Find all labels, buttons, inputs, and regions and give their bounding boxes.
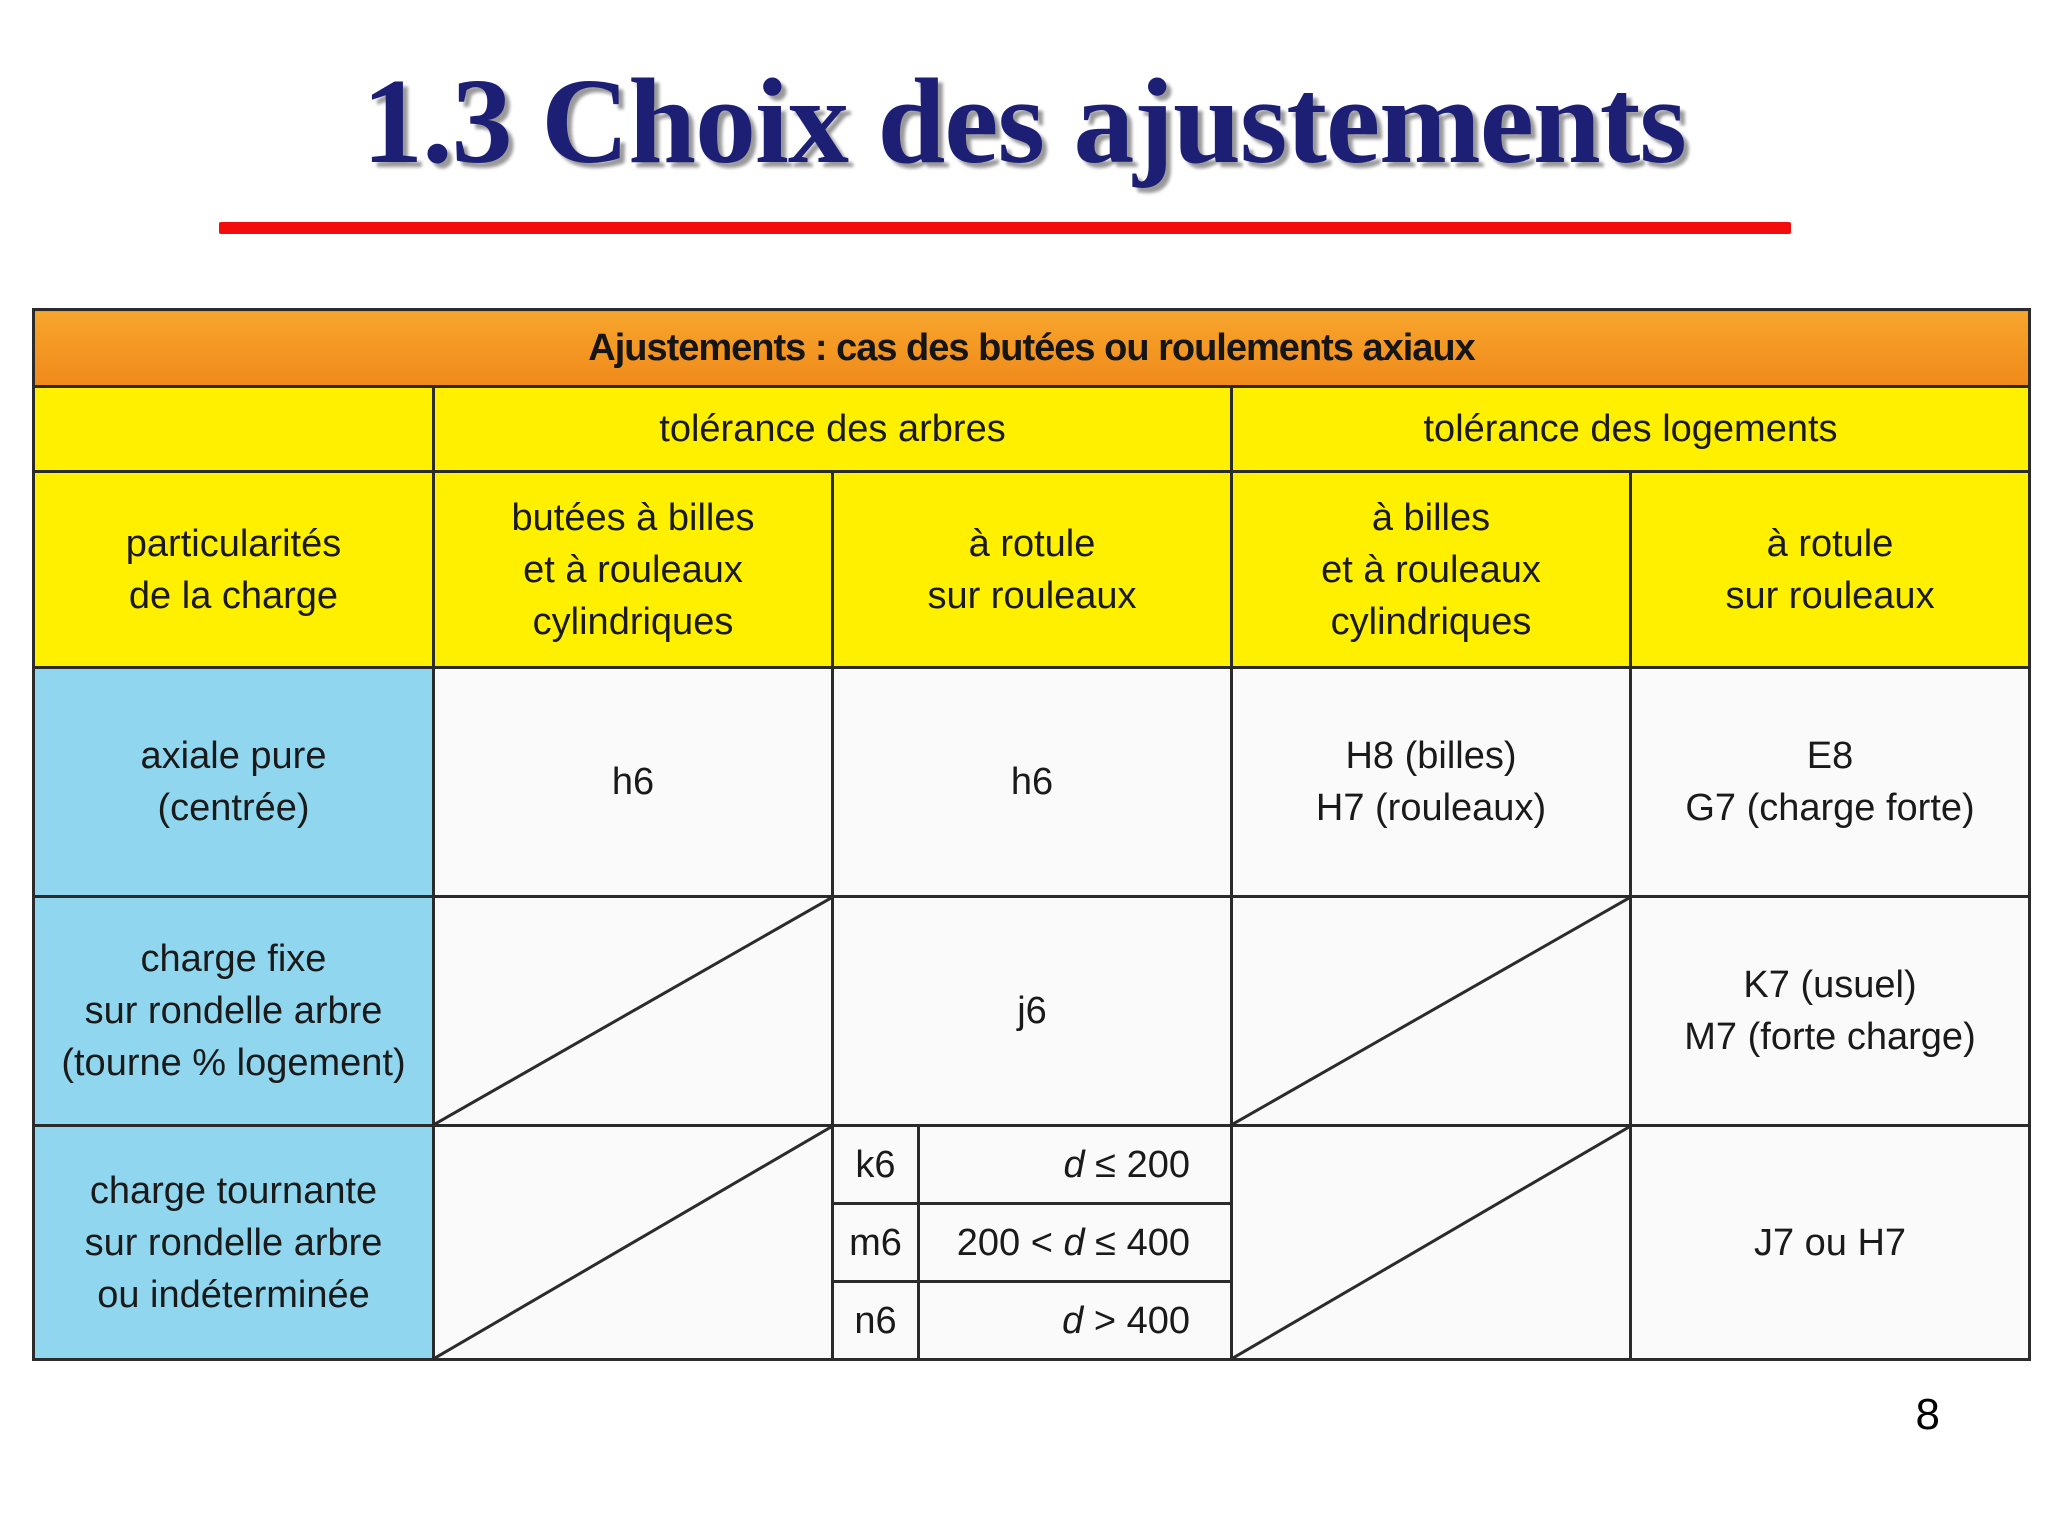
fit-table-container [32, 308, 2028, 1352]
row-label-line: charge tournante [89, 1169, 378, 1212]
table-row [34, 1126, 2030, 1204]
column-header-shaft-spherical-line: sur rouleaux [927, 574, 1137, 617]
cell-not-applicable [434, 1126, 833, 1360]
condition-suffix: ≤ 400 [1084, 1221, 1190, 1264]
row-label-line: sur rondelle arbre [84, 1221, 383, 1264]
row-label-axial [34, 668, 434, 897]
column-header-housing-spherical [1631, 472, 2030, 668]
tolerance-code: m6 [833, 1204, 919, 1282]
row-label-fixed-load [34, 897, 434, 1126]
cell-line: G7 (charge forte) [1685, 787, 1975, 829]
condition-suffix: ≤ 200 [1084, 1143, 1190, 1186]
title-underline [219, 222, 1791, 234]
fit-table [32, 308, 2031, 1361]
condition-variable: d [1062, 1299, 1084, 1342]
diagonal-slash-icon [1233, 898, 1629, 1124]
row-label-line: ou indéterminée [97, 1273, 370, 1316]
row-label-rotating-load [34, 1126, 434, 1360]
cell-axial-housing-ball [1232, 668, 1631, 897]
condition-variable: d [1063, 1143, 1085, 1186]
row-label-line: sur rondelle arbre [84, 990, 383, 1032]
cell-axial-shaft-ball: h6 [434, 668, 833, 897]
column-header-shaft-ball-line: butées à billes [511, 496, 755, 539]
cell-axial-housing-spherical [1631, 668, 2030, 897]
table-row [34, 897, 2030, 1126]
diagonal-slash-icon [1233, 1127, 1629, 1358]
column-header-load [34, 472, 434, 668]
cell-not-applicable [1232, 897, 1631, 1126]
diameter-condition [919, 1204, 1232, 1282]
column-header-load-line: de la charge [128, 574, 339, 617]
diameter-condition [919, 1282, 1232, 1360]
diagonal-slash-icon [435, 898, 831, 1124]
cell-line: E8 [1806, 735, 1854, 777]
column-header-shaft-ball-line: cylindriques [532, 600, 734, 643]
cell-rotating-housing-spherical: J7 ou H7 [1631, 1126, 2030, 1360]
column-header-housing-spherical-line: sur rouleaux [1725, 574, 1935, 617]
row-label-line: (tourne % logement) [61, 1042, 406, 1084]
page-title: 1.3 Choix des ajustements [362, 54, 1686, 189]
diameter-condition [919, 1126, 1232, 1204]
column-header-shaft-ball-line: et à rouleaux [523, 548, 743, 591]
column-header-shaft-spherical-line: à rotule [968, 522, 1096, 565]
column-header-shaft-ball [434, 472, 833, 668]
cell-not-applicable [1232, 1126, 1631, 1360]
row-label-line: (centrée) [157, 787, 310, 829]
condition-prefix: 200 < [956, 1221, 1064, 1264]
column-header-housing-spherical-line: à rotule [1766, 522, 1894, 565]
column-header-housing-ball-line: cylindriques [1330, 600, 1532, 643]
column-header-housing-ball [1232, 472, 1631, 668]
cell-line: K7 (usuel) [1743, 964, 1917, 1006]
column-header-housing-ball-line: à billes [1371, 496, 1491, 539]
cell-not-applicable [434, 897, 833, 1126]
tolerance-code: n6 [833, 1282, 919, 1360]
condition-variable: d [1063, 1221, 1085, 1264]
condition-suffix: > 400 [1083, 1299, 1190, 1342]
cell-axial-shaft-spherical: h6 [833, 668, 1232, 897]
group-header-shafts: tolérance des arbres [434, 387, 1232, 472]
cell-fixed-shaft-spherical: j6 [833, 897, 1232, 1126]
table-caption: Ajustements : cas des butées ou roulements axiaux [34, 310, 2030, 387]
cell-line: H8 (billes) [1345, 735, 1517, 777]
group-header-housings: tolérance des logements [1232, 387, 2030, 472]
table-row [34, 668, 2030, 897]
cell-line: M7 (forte charge) [1684, 1016, 1976, 1058]
diagonal-slash-icon [435, 1127, 831, 1358]
cell-fixed-housing-spherical [1631, 897, 2030, 1126]
page-number: 8 [1915, 1390, 1940, 1439]
column-header-load-line: particularités [125, 522, 342, 565]
column-header-shaft-spherical [833, 472, 1232, 668]
row-label-line: axiale pure [140, 735, 327, 777]
column-header-housing-ball-line: et à rouleaux [1321, 548, 1541, 591]
header-empty-corner [34, 387, 434, 472]
row-label-line: charge fixe [140, 938, 327, 980]
tolerance-code: k6 [833, 1126, 919, 1204]
cell-line: H7 (rouleaux) [1315, 787, 1547, 829]
